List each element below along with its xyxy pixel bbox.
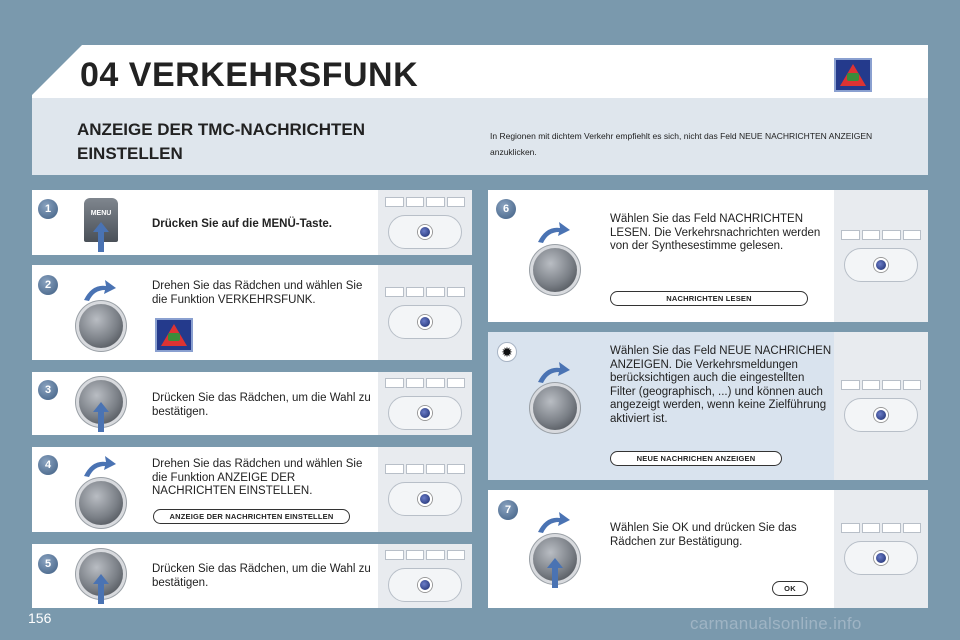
- menu-option-neue-nachrichen-anzeigen[interactable]: NEUE NACHRICHEN ANZEIGEN: [610, 451, 782, 466]
- rotary-knob-icon[interactable]: [79, 481, 123, 525]
- control-panel-icon: [834, 490, 928, 608]
- step-number-1: 1: [38, 199, 58, 219]
- step-number-6: 6: [496, 199, 516, 219]
- header-corner: [32, 45, 82, 95]
- rotate-arrow-icon: [82, 456, 116, 478]
- step-text-5: Drücken Sie das Rädchen, um die Wahl zu bestätigen.: [152, 563, 371, 589]
- step-number-2: 2: [38, 275, 58, 295]
- rotary-knob-icon[interactable]: [533, 386, 577, 430]
- rotary-knob-icon[interactable]: [533, 248, 577, 292]
- control-panel-icon: [378, 544, 472, 608]
- sun-tip-icon: ✹: [497, 342, 517, 362]
- arrow-up-icon: [93, 222, 109, 252]
- step-number-3: 3: [38, 380, 58, 400]
- rotate-arrow-icon: [82, 280, 116, 302]
- control-panel-icon: [378, 190, 472, 255]
- step-text-3: Drücken Sie das Rädchen, um die Wahl zu bestätigen.: [152, 392, 371, 418]
- arrow-up-icon: [93, 402, 109, 432]
- arrow-up-icon: [547, 558, 563, 588]
- section-title: ANZEIGE DER TMC-NACHRICHTEN EINSTELLEN: [77, 120, 366, 163]
- control-panel-icon: [378, 372, 472, 435]
- menu-button-label: MENU: [90, 210, 112, 217]
- rotate-arrow-icon: [536, 512, 570, 534]
- step-text-6: Wählen Sie das Feld NACHRICHTEN LESEN. Die Verkehrsnachrichten werden von der Synthesestimme gelesen.: [610, 213, 821, 252]
- rotate-arrow-icon: [536, 362, 570, 384]
- header-note: In Regionen mit dichtem Verkehr empfiehlt es sich, nicht das Feld NEUE NACHRICHTEN ANZEIGEN anzuklicken.: [490, 131, 873, 157]
- arrow-up-icon: [93, 574, 109, 604]
- traffic-info-icon: [834, 58, 872, 92]
- step-text-1: Drücken Sie auf die MENÜ-Taste.: [152, 218, 332, 230]
- control-panel-icon: [378, 265, 472, 360]
- control-panel-icon: [834, 332, 928, 480]
- ok-option[interactable]: OK: [772, 581, 808, 596]
- tip-text: Wählen Sie das Feld NEUE NACHRICHEN ANZEIGEN. Die Verkehrsmeldungen berücksichtigen auch die eingestellten Filter (geographisch, ...) und können auch angezeigt werden, wenn keine Zielführung aktiviert ist.: [610, 345, 832, 425]
- menu-option-anzeige-der-nachrichten[interactable]: ANZEIGE DER NACHRICHTEN EINSTELLEN: [153, 509, 350, 524]
- chapter-title: 04 VERKEHRSFUNK: [80, 56, 419, 94]
- step-text-4: Drehen Sie das Rädchen und wählen Sie die Funktion ANZEIGE DER NACHRICHTEN EINSTELLEN.: [152, 458, 363, 497]
- step-text-2: Drehen Sie das Rädchen und wählen Sie die Funktion VERKEHRSFUNK.: [152, 280, 363, 306]
- rotate-arrow-icon: [536, 222, 570, 244]
- step-number-4: 4: [38, 455, 58, 475]
- watermark: carmanualsonline.info: [690, 614, 862, 633]
- step-text-7: Wählen Sie OK und drücken Sie das Rädchen zur Bestätigung.: [610, 522, 797, 548]
- rotary-knob-icon[interactable]: [79, 304, 123, 348]
- page-number: 156: [28, 610, 52, 626]
- control-panel-icon: [834, 190, 928, 322]
- step-number-5: 5: [38, 554, 58, 574]
- step-number-7: 7: [498, 500, 518, 520]
- menu-option-nachrichten-lesen[interactable]: NACHRICHTEN LESEN: [610, 291, 808, 306]
- control-panel-icon: [378, 447, 472, 532]
- traffic-info-icon: [155, 318, 193, 352]
